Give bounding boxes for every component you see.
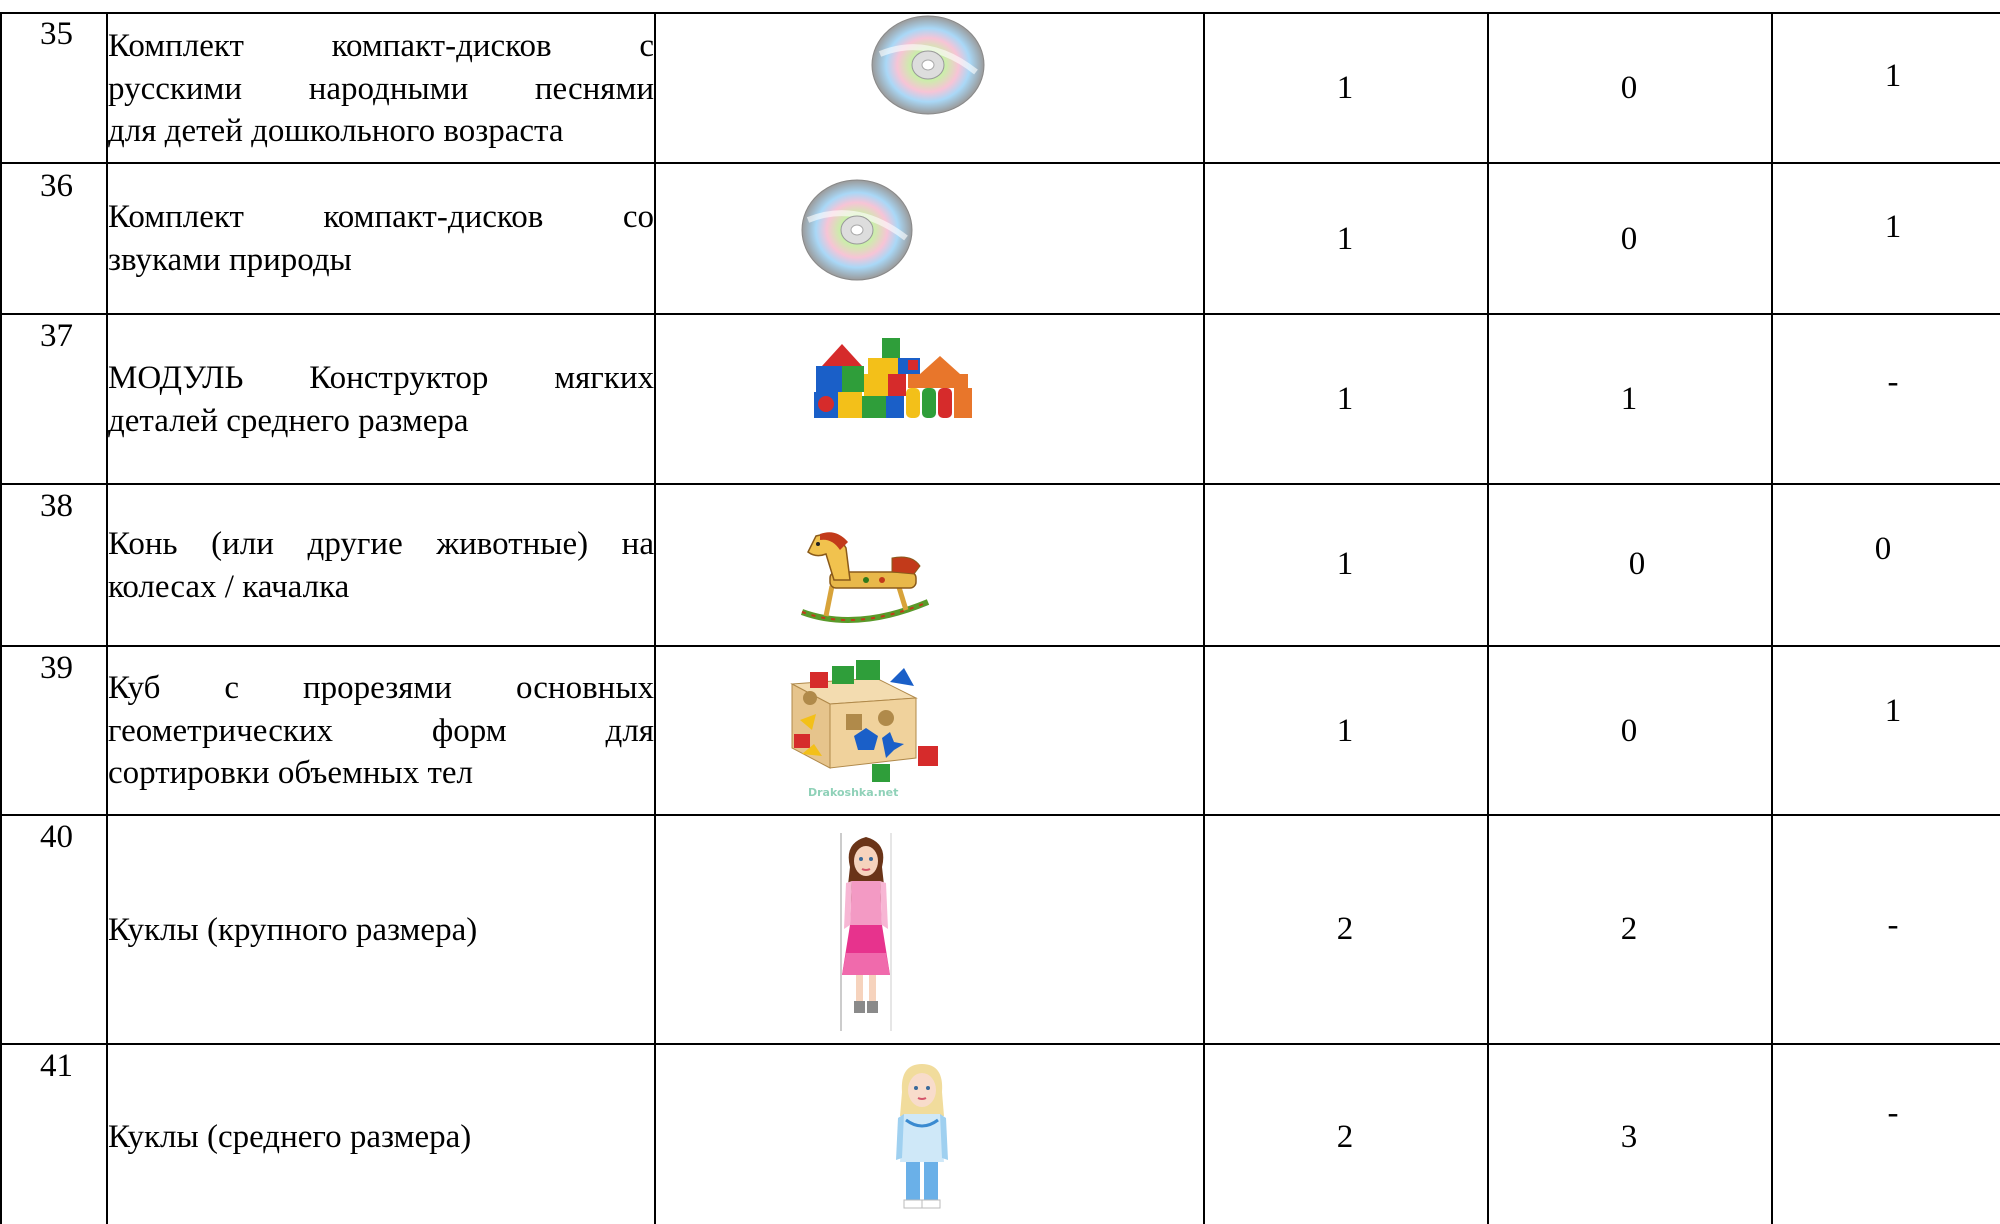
item-name	[108, 1116, 654, 1159]
row-number: 36	[40, 168, 73, 204]
quantity-required: 2	[1336, 1119, 1354, 1155]
item-name-line: Куклы (крупного размера)	[108, 912, 478, 948]
rocking-horse-image	[796, 528, 936, 632]
quantity-needed: 0	[1874, 531, 1892, 567]
row-number: 35	[40, 16, 73, 52]
row-number: 37	[40, 318, 73, 354]
row-number: 38	[40, 488, 73, 524]
quantity-needed: 1	[1884, 58, 1902, 94]
quantity-available: 2	[1620, 911, 1638, 947]
column-border	[1487, 12, 1489, 1224]
item-name	[108, 196, 654, 281]
row-border	[0, 12, 2000, 14]
item-name-line: Комплект компакт-дисков со	[108, 199, 654, 235]
row-number: 41	[40, 1048, 73, 1084]
row-border	[0, 313, 2000, 315]
quantity-needed: 1	[1884, 693, 1902, 729]
row-number: 40	[40, 819, 73, 855]
item-name-line: сортировки объемных тел	[108, 755, 473, 791]
item-name	[108, 357, 654, 442]
item-name-line: МОДУЛЬ Конструктор мягких	[108, 360, 654, 396]
row-number: 39	[40, 650, 73, 686]
item-name	[108, 667, 654, 795]
quantity-needed: -	[1887, 1095, 1899, 1131]
row-border	[0, 814, 2000, 816]
item-name	[108, 523, 654, 608]
quantity-required: 1	[1336, 70, 1354, 106]
row-border	[0, 483, 2000, 485]
quantity-required: 1	[1336, 221, 1354, 257]
quantity-required: 1	[1336, 381, 1354, 417]
quantity-available: 1	[1620, 381, 1638, 417]
doll-large-image	[840, 833, 892, 1031]
quantity-available: 3	[1620, 1119, 1638, 1155]
soft-blocks-image	[812, 336, 976, 420]
item-name	[108, 909, 654, 952]
column-border	[106, 12, 108, 1224]
row-border	[0, 162, 2000, 164]
item-name-line: русскими народными песнями	[108, 70, 654, 107]
quantity-available: 0	[1620, 713, 1638, 749]
quantity-needed: -	[1887, 364, 1899, 400]
quantity-needed: 1	[1884, 209, 1902, 245]
column-border	[1203, 12, 1205, 1224]
column-border	[654, 12, 656, 1224]
quantity-available: 0	[1620, 221, 1638, 257]
cd-disc-image	[870, 14, 986, 116]
quantity-needed: -	[1887, 907, 1899, 943]
item-name-line: Конь (или другие животные) на	[108, 526, 654, 562]
item-name	[108, 25, 654, 153]
item-name-line: Куб с прорезями основных	[108, 670, 654, 706]
item-name-line: колесах / качалка	[108, 568, 350, 605]
cd-disc-image	[800, 178, 914, 282]
row-border	[0, 1043, 2000, 1045]
doll-medium-image	[872, 1062, 972, 1212]
quantity-required: 1	[1336, 713, 1354, 749]
quantity-available: 0	[1628, 546, 1646, 582]
item-name-line: Комплект компакт-дисков с	[108, 28, 654, 64]
column-border	[1771, 12, 1773, 1224]
item-name-line: для детей дошкольного возраста	[108, 113, 564, 149]
item-name-line: геометрических форм для	[108, 712, 654, 749]
quantity-required: 2	[1336, 911, 1354, 947]
row-border	[0, 645, 2000, 647]
quantity-available: 0	[1620, 70, 1638, 106]
item-name-line: Куклы (среднего размера)	[108, 1119, 472, 1155]
column-border	[0, 12, 2, 1224]
shape-sorter-cube-image	[786, 658, 956, 800]
image-watermark: Drakoshka.net	[808, 786, 899, 799]
quantity-required: 1	[1336, 546, 1354, 582]
item-name-line: деталей среднего размера	[108, 402, 469, 439]
item-name-line: звуками природы	[108, 241, 352, 278]
